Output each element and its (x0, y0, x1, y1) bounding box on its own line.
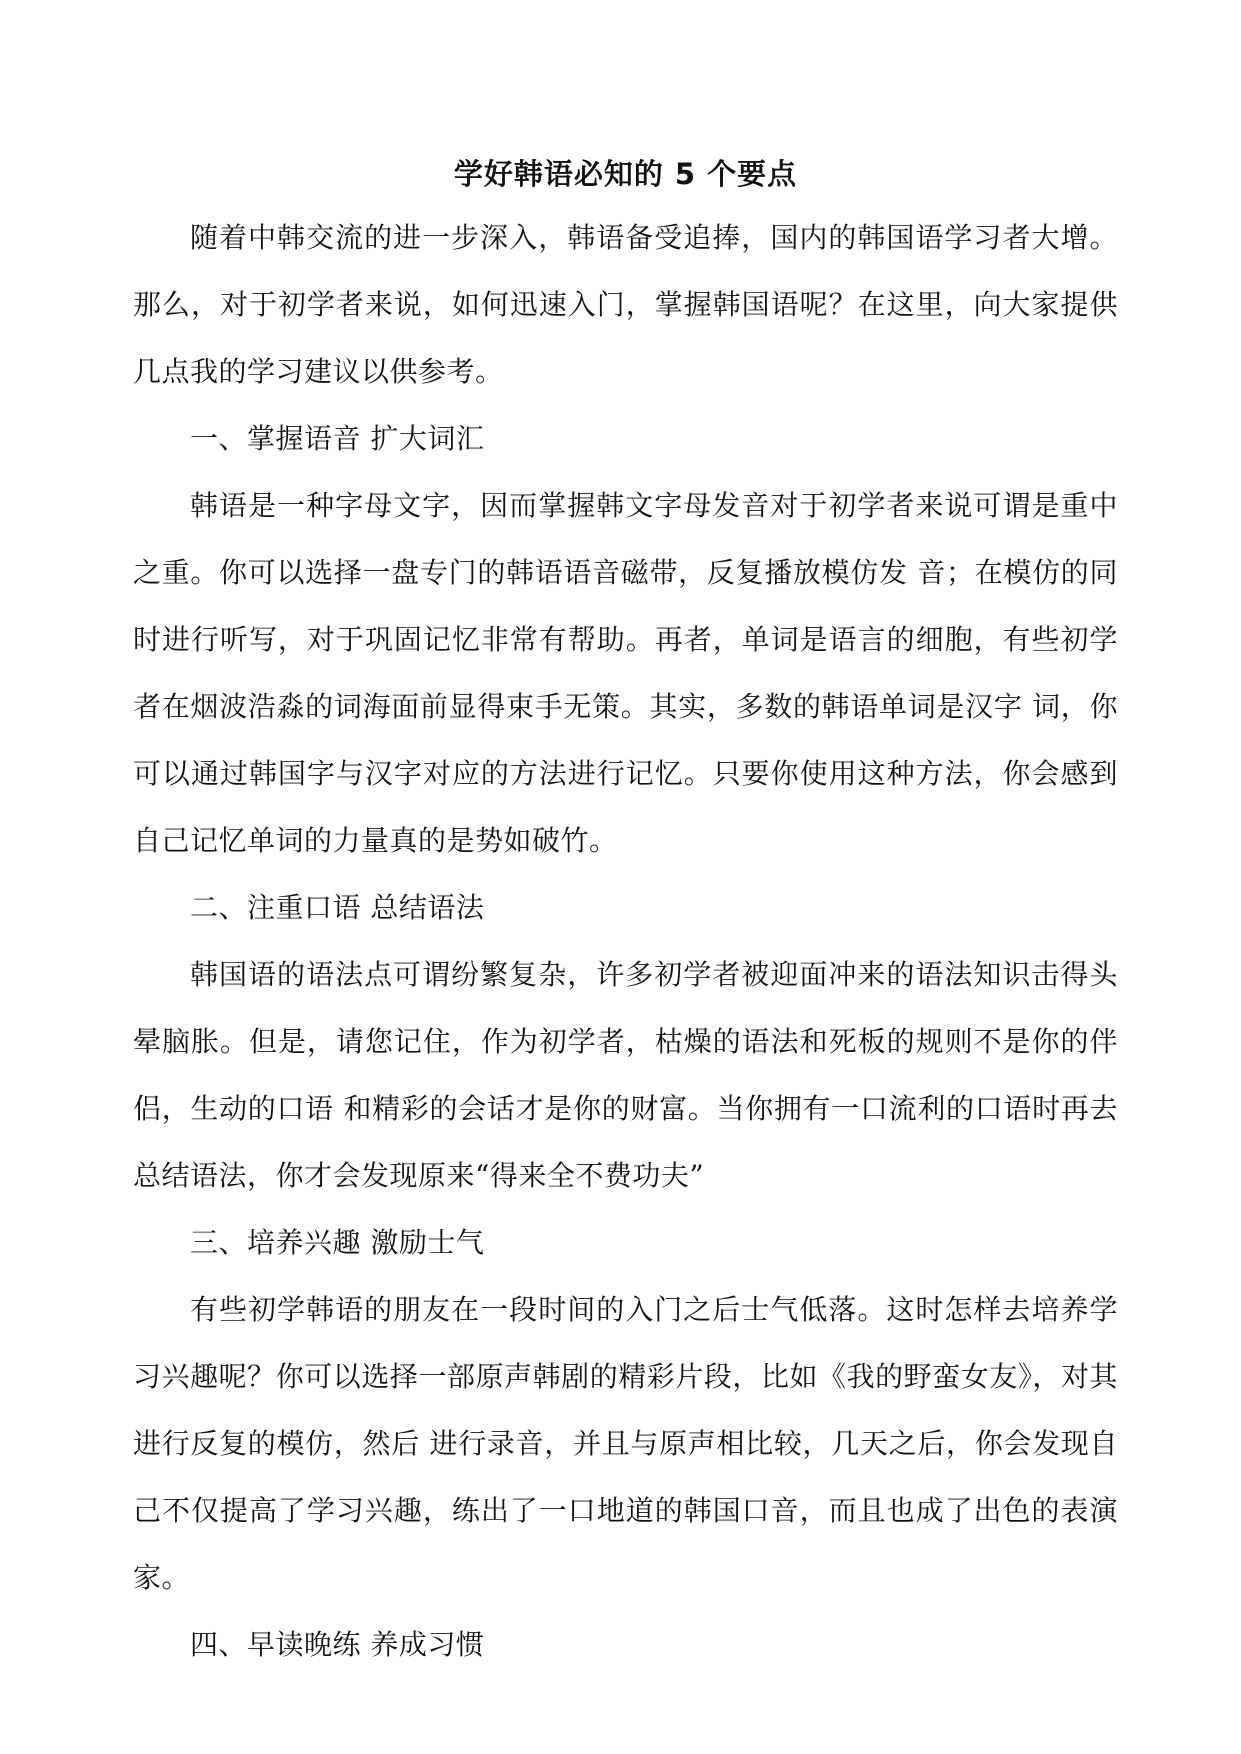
section-body-2: 韩国语的语法点可谓纷繁复杂，许多初学者被迎面冲来的语法知识击得头晕脑胀。但是，请您记住，作为初学者，枯燥的语法和死板的规则不是你的伴侣，生动的口语 和精彩的会话才是你的财富。当你拥有一口流利的口语时再去总结语法，你才会发现原来“得来全不费功夫” (133, 958, 1118, 1192)
section-heading-2: 二、注重口语 总结语法 (190, 891, 485, 924)
section-body-1: 韩语是一种字母文字，因而掌握韩文字母发音对于初学者来说可谓是重中之重。你可以选择一盘专门的韩语语音磁带，反复播放模仿发 音；在模仿的同时进行听写，对于巩固记忆非常有帮助。再者，单词是语言的细胞，有些初学者在烟波浩淼的词海面前显得束手无策。其实，多数的韩语单词是汉字 词，你可以通过韩国字与汉字对应的方法进行记忆。只要你使用这种方法，你会感到自己记忆单词的力量真的是势如破竹。 (133, 489, 1118, 857)
document-title: 学好韩语必知的 5 个要点 (453, 157, 798, 191)
section-heading-4: 四、早读晚练 养成习惯 (190, 1628, 485, 1661)
intro-paragraph: 随着中韩交流的进一步深入，韩语备受追捧，国内的韩国语学习者大增。那么，对于初学者来说，如何迅速入门，掌握韩国语呢？在这里，向大家提供几点我的学习建议以供参考。 (133, 221, 1118, 388)
section-heading-1: 一、掌握语音 扩大词汇 (190, 422, 485, 455)
section-heading-3: 三、培养兴趣 激励士气 (190, 1226, 485, 1259)
document-page (133, 130, 1118, 1678)
section-body-3: 有些初学韩语的朋友在一段时间的入门之后士气低落。这时怎样去培养学习兴趣呢？你可以选择一部原声韩剧的精彩片段，比如《我的野蛮女友》，对其进行反复的模仿，然后 进行录音，并且与原声相比较，几天之后，你会发现自己不仅提高了学习兴趣，练出了一口地道的韩国口音，而且也成了出色的表演家。 (133, 1293, 1118, 1594)
